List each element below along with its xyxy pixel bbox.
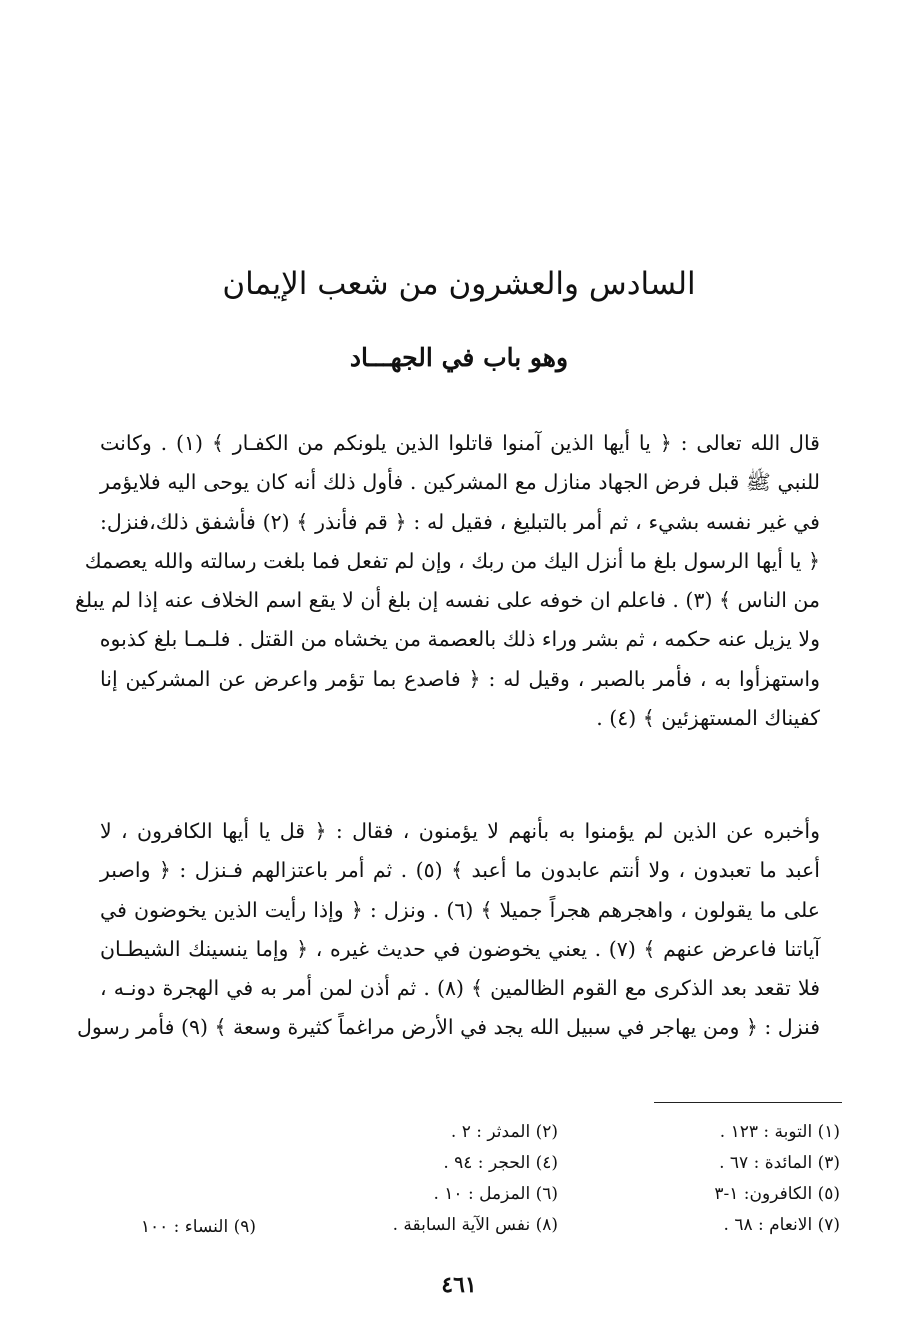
footnote-3: (٣) المائدة : ٦٧ . (719, 1153, 840, 1173)
paragraph-2 (77, 812, 821, 1048)
footnote-9: (٩) النساء : ١٠٠ (140, 1217, 256, 1237)
text-line: من الناس ﴾ (٣) . فاعلم ان خوفه على نفسه إن بلغ أن لا يقع اسم الخلاف عنه إذا لم يبلغ (75, 588, 820, 613)
text-line: للنبي ﷺ قبل فرض الجهاد منازل مع المشركين . فأول ذلك أنه كان يوحى اليه فلايؤمر (100, 470, 820, 495)
text-line: ولا يزيل عنه حكمه ، ثم بشر وراء ذلك بالعصمة من يخشاه من القتل . فلـمـا بلغ كذبوه (99, 627, 820, 652)
text-line: فلا تقعد بعد الذكرى مع القوم الظالمين ﴾ (٨) . ثم أذن لمن أمر به في الهجرة دونـه ، (100, 976, 821, 1001)
footnote-8: (٨) نفس الآية السابقة . (392, 1215, 558, 1235)
footnote-5: (٥) الكافرون: ١-٣ (714, 1184, 840, 1204)
footnote-6: (٦) المزمل : ١٠ . (433, 1184, 558, 1204)
footnote-7: (٧) الانعام : ٦٨ . (723, 1215, 840, 1235)
text-line: أعبد ما تعبدون ، ولا أنتم عابدون ما أعبد ﴾ (٥) . ثم أمر باعتزالهم فـنزل : ﴿ واصبر (100, 858, 820, 883)
paragraph-1 (75, 424, 820, 738)
chapter-subtitle: وهو باب في الجهـــاد (349, 343, 569, 372)
footnote-2: (٢) المدثر : ٢ . (450, 1122, 558, 1142)
text-line: فنزل : ﴿ ومن يهاجر في سبيل الله يجد في الأرض مراغماً كثيرة وسعة ﴾ (٩) فأمر رسول (77, 1015, 820, 1040)
text-line: قال الله تعالى : ﴿ يا أيها الذين آمنوا قاتلوا الذين يلونكم من الكفـار ﴾ (١) . وكانت (100, 431, 820, 455)
chapter-title: السادس والعشرون من شعب الإيمان (222, 266, 696, 302)
text-line: ﴿ يا أيها الرسول بلغ ما أنزل اليك من ربك ، وإن لم تفعل فما بلغت رسالته والله يعصمك (84, 548, 820, 573)
text-line: على ما يقولون ، واهجرهم هجراً جميلا ﴾ (٦) . ونزل : ﴿ وإذا رأيت الذين يخوضون في (100, 897, 820, 922)
text-line: واستهزأوا به ، فأمر بالصبر ، وقيل له : ﴿ فاصدع بما تؤمر واعرض عن المشركين إنا (100, 666, 820, 691)
footnote-separator (654, 1102, 842, 1103)
footnote-4: (٤) الحجر : ٩٤ . (443, 1153, 558, 1173)
page-number: ٤٦١ (441, 1272, 477, 1298)
footnote-1: (١) التوبة : ١٢٣ . (719, 1122, 840, 1142)
text-line: آياتنا فاعرض عنهم ﴾ (٧) . يعني يخوضون في حديث غيره ، ﴿ وإما ينسينك الشيطـان (100, 936, 820, 961)
text-line: وأخبره عن الذين لم يؤمنوا به بأنهم لا يؤمنون ، فقال : ﴿ قل يا أيها الكافرون ، لا (100, 819, 820, 843)
text-line: كفيناك المستهزئين ﴾ (٤) . (596, 706, 820, 731)
text-line: في غير نفسه بشيء ، ثم أمر بالتبليغ ، فقيل له : ﴿ قم فأنذر ﴾ (٢) فأشفق ذلك،فنزل: (100, 509, 820, 534)
